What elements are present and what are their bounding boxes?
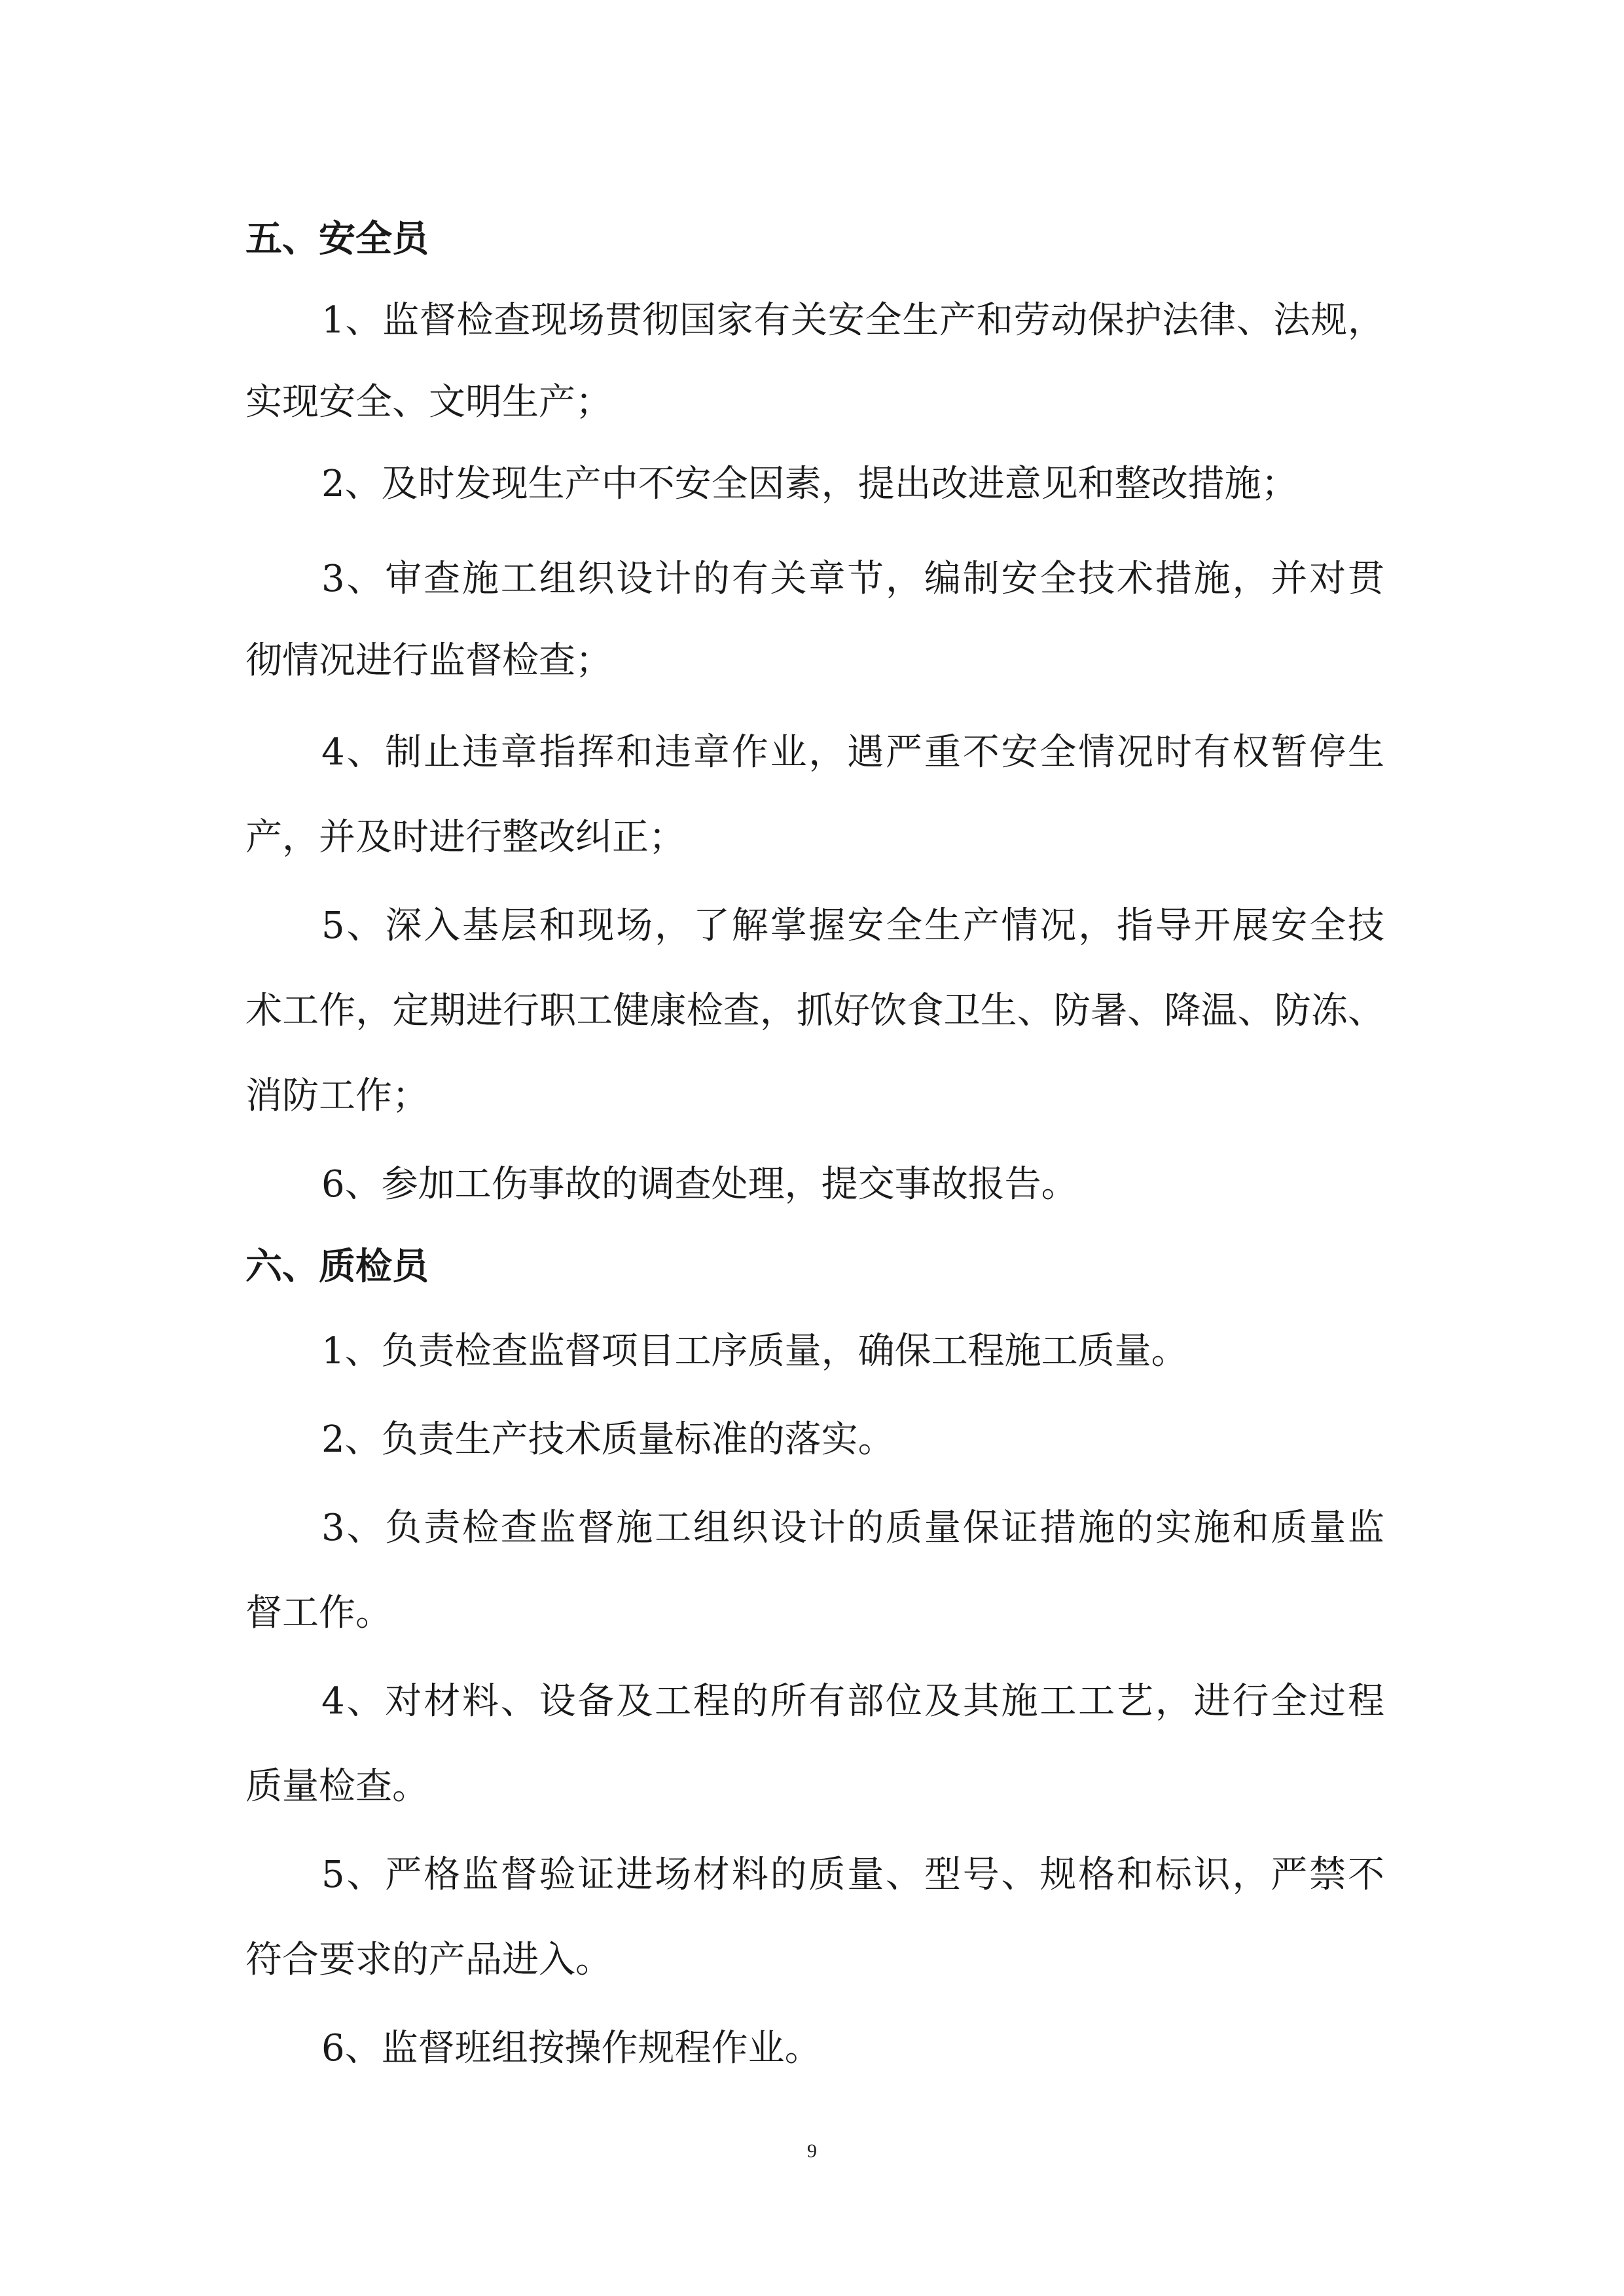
section-heading-quality-inspector: 六、质检员 xyxy=(245,1245,429,1288)
paragraph-line: 3、审查施工组织设计的有关章节，编制安全技术措施，并对贯 xyxy=(321,558,1384,600)
paragraph-line: 2、及时发现生产中不安全因素，提出改进意见和整改措施； xyxy=(321,463,1298,505)
paragraph-line: 4、制止违章指挥和违章作业，遇严重不安全情况时有权暂停生 xyxy=(321,731,1384,774)
paragraph-line: 质量检查。 xyxy=(245,1765,429,1808)
paragraph-line: 彻情况进行监督检查； xyxy=(245,639,612,682)
paragraph-line: 术工作，定期进行职工健康检查，抓好饮食卫生、防暑、降温、防冻、 xyxy=(245,990,1384,1032)
paragraph-line: 实现安全、文明生产； xyxy=(245,381,612,423)
paragraph-line: 5、深入基层和现场，了解掌握安全生产情况，指导开展安全技 xyxy=(321,905,1384,947)
paragraph-line: 1、监督检查现场贯彻国家有关安全生产和劳动保护法律、法规， xyxy=(321,299,1384,342)
paragraph-line: 产，并及时进行整改纠正； xyxy=(245,816,685,859)
page-number: 9 xyxy=(807,2140,817,2162)
paragraph-line: 2、负责生产技术质量标准的落实。 xyxy=(321,1418,895,1461)
paragraph-line: 3、负责检查监督施工组织设计的质量保证措施的实施和质量监 xyxy=(321,1507,1384,1549)
paragraph-line: 6、参加工伤事故的调查处理，提交事故报告。 xyxy=(321,1163,1078,1206)
paragraph-line: 4、对材料、设备及工程的所有部位及其施工工艺，进行全过程 xyxy=(321,1680,1384,1723)
paragraph-line: 1、负责检查监督项目工序质量，确保工程施工质量。 xyxy=(321,1330,1188,1372)
section-heading-safety-officer: 五、安全员 xyxy=(245,217,429,260)
paragraph-line: 消防工作； xyxy=(245,1075,429,1117)
paragraph-line: 6、监督班组按操作规程作业。 xyxy=(321,2027,821,2070)
paragraph-line: 符合要求的产品进入。 xyxy=(245,1939,612,1981)
paragraph-line: 5、严格监督验证进场材料的质量、型号、规格和标识，严禁不 xyxy=(321,1854,1384,1896)
paragraph-line: 督工作。 xyxy=(245,1592,392,1634)
